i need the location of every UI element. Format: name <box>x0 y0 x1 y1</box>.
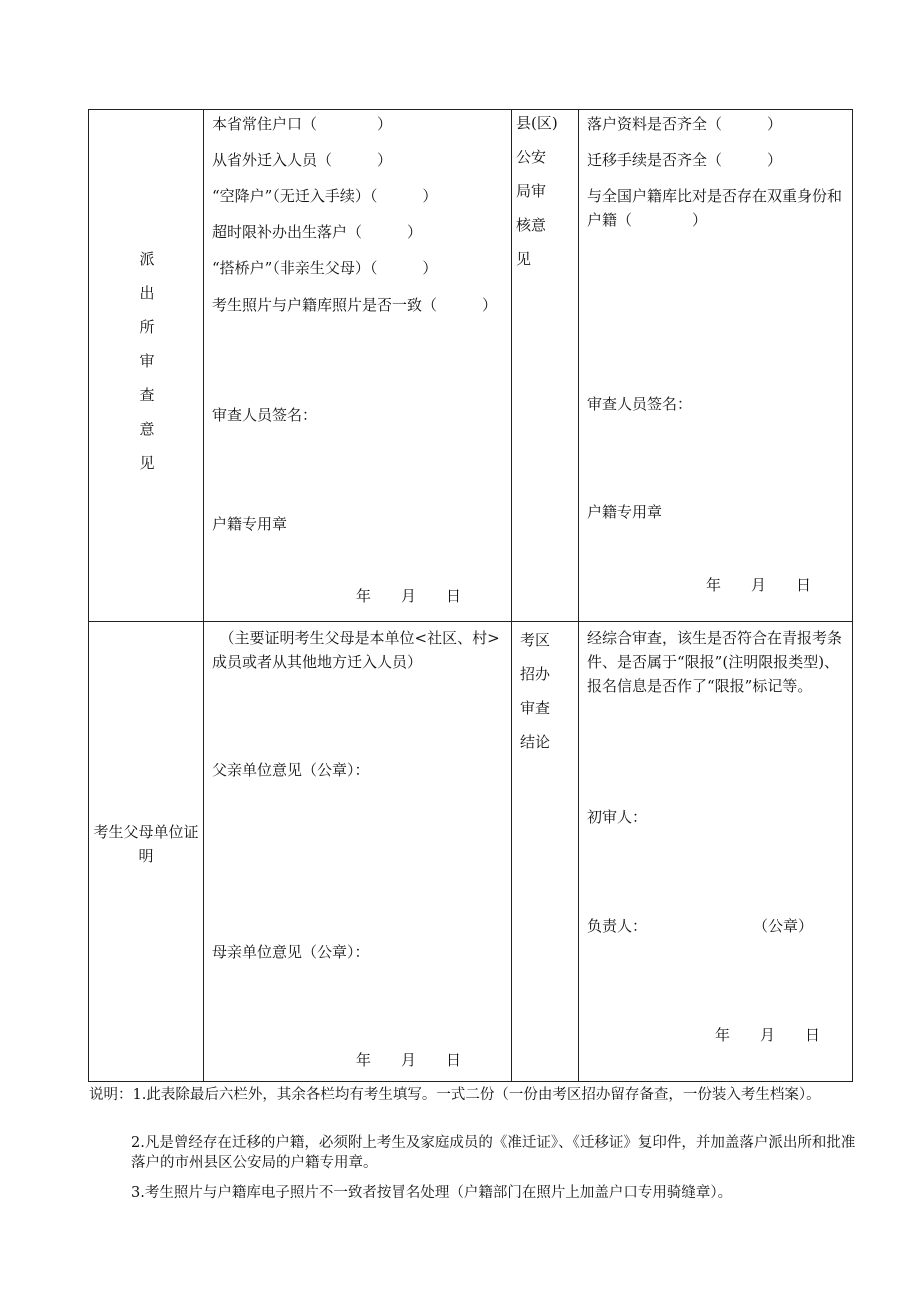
review-form-table <box>88 109 853 1082</box>
police-date: 年 月 日 <box>356 587 462 605</box>
county-item-1: 落户资料是否齐全（ ） <box>587 115 783 133</box>
exam-office-seal: （公章） <box>753 917 814 935</box>
county-signature-label: 审查人员签名： <box>587 395 693 413</box>
col-divider-2 <box>511 110 512 1081</box>
police-seal-label: 户籍专用章 <box>212 515 288 533</box>
first-reviewer-label: 初审人： <box>587 808 648 826</box>
police-item-5: “搭桥户”（非亲生父母）（ ） <box>212 259 438 277</box>
county-item-2: 迁移手续是否齐全（ ） <box>587 151 783 169</box>
parent-unit-date: 年 月 日 <box>356 1051 462 1069</box>
police-item-2: 从省外迁入人员（ ） <box>212 151 393 169</box>
note-1: 说明：1.此表除最后六栏外，其余各栏均有考生填写。一式二份（一份由考区招办留存备查，一份装入考生档案）。 <box>89 1087 821 1103</box>
county-date: 年 月 日 <box>706 576 812 594</box>
county-review-label: 县(区) 公安 局审 核意 见 <box>516 114 558 268</box>
row-divider <box>89 621 852 622</box>
police-item-6: 考生照片与户籍库照片是否一致（ ） <box>212 296 498 314</box>
note-3: 3.考生照片与户籍库电子照片不一致者按冒名处理（户籍部门在照片上加盖户口专用骑缝章）。 <box>131 1185 733 1201</box>
parent-unit-note: （主要证明考生父母是本单位<社区、村>成员或者从其他地方迁入人员） <box>212 629 500 671</box>
exam-office-date: 年 月 日 <box>715 1026 821 1044</box>
county-item-3: 与全国户籍库比对是否存在双重身份和户籍（ ） <box>587 187 843 229</box>
police-item-4: 超时限补办出生落户（ ） <box>212 223 423 241</box>
exam-office-text: 经综合审查，该生是否符合在青报考条件、是否属于“限报”(注明限报类型)、报名信息是否作了“限报”标记等。 <box>587 629 843 695</box>
exam-office-label: 考区 招办 审查 结论 <box>520 631 551 751</box>
responsible-label: 负责人： <box>587 917 648 935</box>
col-divider-1 <box>203 110 204 1081</box>
mother-unit-opinion: 母亲单位意见（公章）： <box>212 943 370 961</box>
police-item-1: 本省常住户口（ ） <box>212 115 393 133</box>
police-review-label: 派 出 所 审 查 意 见 <box>139 250 155 472</box>
note-2: 2.凡是曾经存在迁移的户籍，必须附上考生及家庭成员的《准迁证》、《迁移证》复印件，并加盖落户派出所和批准落户的市州县区公安局的户籍专用章。 <box>131 1135 856 1171</box>
col-divider-3 <box>578 110 579 1081</box>
police-item-3: “空降户”（无迁入手续）（ ） <box>212 187 438 205</box>
county-seal-label: 户籍专用章 <box>587 503 663 521</box>
police-signature-label: 审查人员签名： <box>212 406 318 424</box>
parent-unit-label: 考生父母单位证明 <box>93 823 199 865</box>
father-unit-opinion: 父亲单位意见（公章）： <box>212 761 370 779</box>
